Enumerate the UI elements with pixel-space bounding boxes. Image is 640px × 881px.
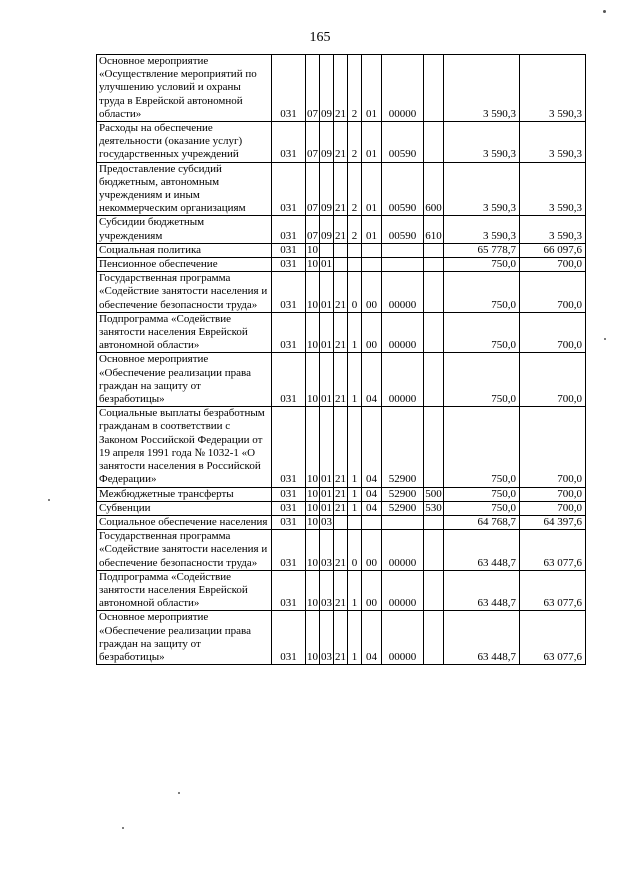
program-code: 21 xyxy=(334,55,348,122)
section-code: 10 xyxy=(306,611,320,665)
scan-speck xyxy=(48,499,50,501)
subprogram-code xyxy=(348,515,362,529)
table-row xyxy=(97,216,586,243)
amount-year-2: 700,0 xyxy=(520,487,586,501)
subprogram-code: 1 xyxy=(348,353,362,407)
section-code: 07 xyxy=(306,216,320,243)
expense-direction-code: 00590 xyxy=(382,216,424,243)
program-code: 21 xyxy=(334,611,348,665)
amount-year-1: 750,0 xyxy=(444,272,520,313)
expense-type-code xyxy=(424,122,444,163)
main-activity-code: 04 xyxy=(362,353,382,407)
expense-direction-code: 00000 xyxy=(382,312,424,353)
subprogram-code: 1 xyxy=(348,501,362,515)
table-row xyxy=(97,312,586,353)
table-row xyxy=(97,272,586,313)
subsection-code xyxy=(320,243,334,257)
scan-speck xyxy=(122,827,124,829)
main-activity-code: 00 xyxy=(362,530,382,571)
table-row xyxy=(97,55,586,122)
item-name: Основное мероприятие «Обеспечение реализации права граждан на защиту от безработицы» xyxy=(97,353,272,407)
section-code: 10 xyxy=(307,258,318,271)
subprogram-code: 2 xyxy=(348,162,362,216)
subsection-code: 01 xyxy=(321,487,332,500)
amount-year-2: 3 590,3 xyxy=(520,162,586,216)
item-name: Подпрограмма «Содействие занятости населения Еврейской автономной области» xyxy=(97,312,272,353)
table-body xyxy=(97,55,586,665)
subsection-code: 01 xyxy=(320,272,334,313)
expense-type-code: 500 xyxy=(425,487,442,500)
program-code: 21 xyxy=(334,162,348,216)
subprogram-code xyxy=(348,258,362,272)
amount-year-1: 750,0 xyxy=(444,407,520,487)
program-code: 21 xyxy=(334,122,348,163)
section-code: 07 xyxy=(306,55,320,122)
item-name: Подпрограмма «Содействие занятости населения Еврейской автономной области» xyxy=(97,570,272,611)
expense-direction-code: 00000 xyxy=(382,530,424,571)
expense-type-code xyxy=(424,611,444,665)
expense-type-code: 610 xyxy=(424,216,444,243)
section-code: 10 xyxy=(306,530,320,571)
expense-type-code xyxy=(424,353,444,407)
ministry-code: 031 xyxy=(272,243,306,257)
item-name: Основное мероприятие «Осуществление мероприятий по улучшению условий и охраны труда в Еврейской автономной области» xyxy=(97,55,272,122)
program-code: 21 xyxy=(334,530,348,571)
subprogram-code: 2 xyxy=(348,55,362,122)
table-row xyxy=(97,162,586,216)
section-code: 10 xyxy=(307,487,318,500)
item-name: Субсидии бюджетным учреждениям xyxy=(97,216,272,243)
main-activity-code: 01 xyxy=(362,122,382,163)
main-activity-code: 04 xyxy=(362,487,382,501)
amount-year-1: 3 590,3 xyxy=(444,162,520,216)
ministry-code: 031 xyxy=(272,407,306,487)
subsection-code: 09 xyxy=(320,122,334,163)
table-row xyxy=(97,258,586,272)
subsection-code: 01 xyxy=(321,501,332,514)
section-code: 10 xyxy=(306,272,320,313)
program-code: 21 xyxy=(334,216,348,243)
program-code: 21 xyxy=(334,272,348,313)
expense-direction-code: 00000 xyxy=(382,570,424,611)
subsection-code: 01 xyxy=(321,258,332,271)
ministry-code: 031 xyxy=(272,570,306,611)
item-name: Расходы на обеспечение деятельности (оказание услуг) государственных учреждений xyxy=(97,122,272,163)
main-activity-code: 01 xyxy=(362,55,382,122)
section-code: 10 xyxy=(307,243,318,256)
program-code: 21 xyxy=(334,570,348,611)
expense-type-code xyxy=(424,570,444,611)
amount-year-2: 63 077,6 xyxy=(520,570,586,611)
ministry-code: 031 xyxy=(272,258,306,272)
amount-year-2: 63 077,6 xyxy=(520,611,586,665)
main-activity-code: 00 xyxy=(362,272,382,313)
main-activity-code: 01 xyxy=(362,216,382,243)
subprogram-code xyxy=(348,243,362,257)
amount-year-1: 750,0 xyxy=(444,353,520,407)
main-activity-code: 01 xyxy=(362,162,382,216)
subsection-code: 03 xyxy=(320,530,334,571)
table-row xyxy=(97,407,586,487)
expense-direction-code: 52900 xyxy=(382,501,424,515)
main-activity-code: 00 xyxy=(362,312,382,353)
section-code: 10 xyxy=(306,353,320,407)
program-code xyxy=(334,515,348,529)
expense-direction-code: 00000 xyxy=(382,611,424,665)
ministry-code: 031 xyxy=(272,530,306,571)
expense-type-code xyxy=(424,515,444,529)
subprogram-code: 2 xyxy=(348,122,362,163)
table-row xyxy=(97,353,586,407)
item-name: Межбюджетные трансферты xyxy=(97,487,272,501)
amount-year-2: 63 077,6 xyxy=(520,530,586,571)
expense-direction-code: 00590 xyxy=(382,162,424,216)
ministry-code: 031 xyxy=(272,501,306,515)
amount-year-2: 700,0 xyxy=(520,258,586,272)
table-row xyxy=(97,611,586,665)
main-activity-code: 00 xyxy=(362,570,382,611)
main-activity-code: 04 xyxy=(362,611,382,665)
section-code: 10 xyxy=(307,501,318,514)
item-name: Основное мероприятие «Обеспечение реализации права граждан на защиту от безработицы» xyxy=(97,611,272,665)
section-code: 10 xyxy=(306,312,320,353)
item-name: Государственная программа «Содействие занятости населения и обеспечение безопасности труда» xyxy=(97,530,272,571)
expense-type-code xyxy=(424,407,444,487)
subsection-code: 01 xyxy=(320,353,334,407)
expense-type-code: 530 xyxy=(425,501,442,514)
amount-year-1: 3 590,3 xyxy=(444,216,520,243)
subsection-code: 03 xyxy=(320,611,334,665)
item-name: Пенсионное обеспечение xyxy=(97,258,272,272)
amount-year-1: 750,0 xyxy=(444,501,520,515)
amount-year-2: 700,0 xyxy=(520,272,586,313)
program-code: 21 xyxy=(334,353,348,407)
amount-year-1: 750,0 xyxy=(444,487,520,501)
table-row xyxy=(97,487,586,501)
ministry-code: 031 xyxy=(272,122,306,163)
expense-direction-code: 00590 xyxy=(382,122,424,163)
page-number: 165 xyxy=(309,30,331,45)
amount-year-2: 700,0 xyxy=(520,501,586,515)
expense-direction-code: 00000 xyxy=(382,353,424,407)
amount-year-1: 750,0 xyxy=(444,258,520,272)
expense-type-code xyxy=(424,55,444,122)
table-row xyxy=(97,530,586,571)
expense-type-code xyxy=(424,312,444,353)
expense-direction-code xyxy=(382,258,424,272)
table-row xyxy=(97,570,586,611)
scan-speck xyxy=(603,10,606,13)
section-code: 10 xyxy=(306,407,320,487)
program-code: 21 xyxy=(335,501,346,514)
subsection-code: 01 xyxy=(320,407,334,487)
main-activity-code xyxy=(362,243,382,257)
main-activity-code: 04 xyxy=(362,407,382,487)
amount-year-1: 750,0 xyxy=(444,312,520,353)
item-name: Социальные выплаты безработным гражданам в соответствии с Законом Российской Федерации от 19 апреля 1991 года № 1032-1 «О занятости населения в Российской Федерации» xyxy=(97,407,272,487)
item-name: Социальная политика xyxy=(97,243,272,257)
program-code: 21 xyxy=(335,487,346,500)
program-code: 21 xyxy=(334,407,348,487)
amount-year-1: 3 590,3 xyxy=(444,122,520,163)
expense-direction-code xyxy=(382,243,424,257)
main-activity-code xyxy=(362,515,382,529)
subsection-code: 03 xyxy=(320,570,334,611)
subprogram-code: 1 xyxy=(348,611,362,665)
item-name: Субвенции xyxy=(97,501,272,515)
section-code: 10 xyxy=(307,515,318,528)
ministry-code: 031 xyxy=(272,312,306,353)
amount-year-1: 63 448,7 xyxy=(444,530,520,571)
section-code: 10 xyxy=(306,570,320,611)
amount-year-2: 3 590,3 xyxy=(520,55,586,122)
item-name: Предоставление субсидий бюджетным, автономным учреждениям и иным некоммерческим организациям xyxy=(97,162,272,216)
amount-year-1: 63 448,7 xyxy=(444,611,520,665)
amount-year-2: 64 397,6 xyxy=(520,515,586,529)
main-activity-code xyxy=(362,258,382,272)
expense-direction-code: 52900 xyxy=(382,487,424,501)
ministry-code: 031 xyxy=(272,487,306,501)
scan-speck xyxy=(178,792,180,794)
subprogram-code: 2 xyxy=(348,216,362,243)
subsection-code: 09 xyxy=(320,216,334,243)
amount-year-2: 3 590,3 xyxy=(520,122,586,163)
ministry-code: 031 xyxy=(272,162,306,216)
amount-year-2: 700,0 xyxy=(520,353,586,407)
expense-type-code xyxy=(424,243,444,257)
subprogram-code: 0 xyxy=(348,272,362,313)
amount-year-1: 63 448,7 xyxy=(444,570,520,611)
subsection-code: 09 xyxy=(320,162,334,216)
scan-speck xyxy=(604,338,606,340)
expense-direction-code: 00000 xyxy=(382,272,424,313)
subprogram-code: 1 xyxy=(348,407,362,487)
subprogram-code: 1 xyxy=(348,312,362,353)
amount-year-2: 700,0 xyxy=(520,407,586,487)
program-code xyxy=(334,258,348,272)
expense-type-code: 600 xyxy=(424,162,444,216)
amount-year-2: 3 590,3 xyxy=(520,216,586,243)
subprogram-code: 1 xyxy=(348,487,362,501)
expense-direction-code: 00000 xyxy=(382,55,424,122)
budget-table xyxy=(96,54,586,665)
amount-year-1: 65 778,7 xyxy=(444,243,520,257)
expense-type-code xyxy=(424,530,444,571)
program-code xyxy=(334,243,348,257)
amount-year-1: 64 768,7 xyxy=(444,515,520,529)
main-activity-code: 04 xyxy=(362,501,382,515)
subprogram-code: 1 xyxy=(348,570,362,611)
section-code: 07 xyxy=(306,122,320,163)
expense-type-code xyxy=(424,272,444,313)
table-row xyxy=(97,515,586,529)
section-code: 07 xyxy=(306,162,320,216)
expense-type-code xyxy=(424,258,444,272)
subsection-code: 03 xyxy=(321,515,332,528)
amount-year-1: 3 590,3 xyxy=(444,55,520,122)
ministry-code: 031 xyxy=(272,515,306,529)
table-row xyxy=(97,501,586,515)
expense-direction-code: 52900 xyxy=(382,407,424,487)
program-code: 21 xyxy=(334,312,348,353)
subsection-code: 09 xyxy=(320,55,334,122)
ministry-code: 031 xyxy=(272,353,306,407)
amount-year-2: 66 097,6 xyxy=(520,243,586,257)
expense-direction-code xyxy=(382,515,424,529)
item-name: Государственная программа «Содействие занятости населения и обеспечение безопасности труда» xyxy=(97,272,272,313)
amount-year-2: 700,0 xyxy=(520,312,586,353)
subsection-code: 01 xyxy=(320,312,334,353)
ministry-code: 031 xyxy=(272,216,306,243)
table-row xyxy=(97,243,586,257)
ministry-code: 031 xyxy=(272,55,306,122)
ministry-code: 031 xyxy=(272,611,306,665)
table-row xyxy=(97,122,586,163)
item-name: Социальное обеспечение населения xyxy=(97,515,272,529)
ministry-code: 031 xyxy=(272,272,306,313)
subprogram-code: 0 xyxy=(348,530,362,571)
